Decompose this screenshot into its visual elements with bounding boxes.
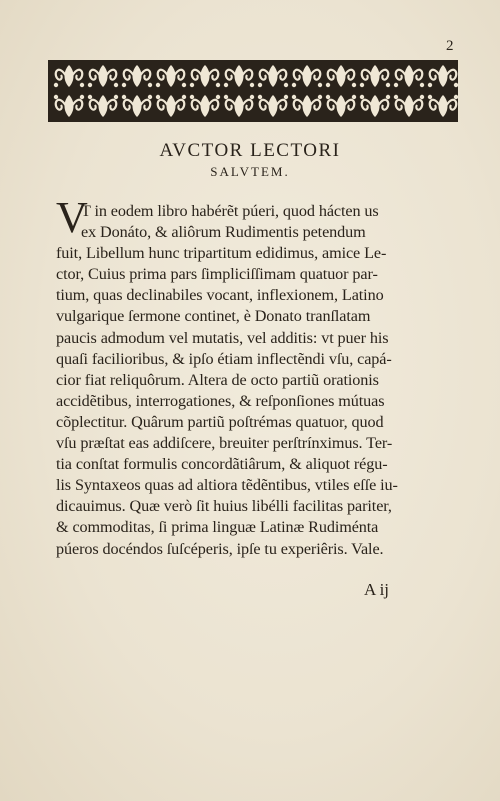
text-line: tia conſtat formulis concordãtiârum, & aliquot régu- (56, 455, 388, 474)
text-line: paucis admodum vel mutatis, vel additis: vt puer his (56, 328, 389, 347)
text-line: T in eodem libro habérẽt púeri, quod hácten us (81, 202, 379, 220)
text-line: vſu præſtat eas addiſcere, breuiter perſtrínximus. Ter- (56, 434, 393, 453)
text-line: quaſi facilioribus, & ipſo étiam inflectẽndi vſu, capá- (56, 349, 392, 368)
text-line: vulgarique ſermone continet, è Donato tranſlatam (56, 307, 371, 326)
text-line: lis Syntaxeos quas ad altiora tẽdẽntibus, vtiles eſſe iu- (56, 476, 398, 495)
ornamental-header-band (48, 60, 458, 122)
text-line: ctor, Cuius prima pars ſimpliciſſimam quatuor par- (56, 265, 378, 284)
text-line: tium, quas declinabiles vocant, inflexionem, Latino (56, 286, 384, 305)
text-line: & commoditas, ſi prima linguæ Latinæ Rudiménta (56, 518, 379, 537)
text-line: ex Donáto, & aliôrum Rudimentis petendum (81, 223, 366, 242)
page-number: 2 (446, 38, 454, 54)
text-line: cõplectitur. Quârum partiũ poſtrémas quatuor, quod (56, 412, 384, 431)
text-line: cior fiat reliquôrum. Altera de octo partiũ orationis (56, 370, 379, 389)
page-subtitle: SALVTEM. (210, 164, 290, 179)
signature-mark: A ij (364, 580, 390, 599)
text-line: fuit, Libellum hunc tripartitum edidimus, amice Le- (56, 244, 387, 263)
text-line: accidẽtibus, interrogationes, & reſponſiones mútuas (56, 391, 385, 410)
text-line: púeros docéndos ſuſcéperis, ipſe tu experiêris. Vale. (56, 539, 384, 558)
page-title: AVCTOR LECTORI (159, 140, 341, 161)
text-line: dicauimus. Quæ verò ſit huius libélli facilitas pariter, (56, 497, 392, 516)
drop-cap: V (56, 193, 88, 242)
body-text (56, 201, 463, 560)
